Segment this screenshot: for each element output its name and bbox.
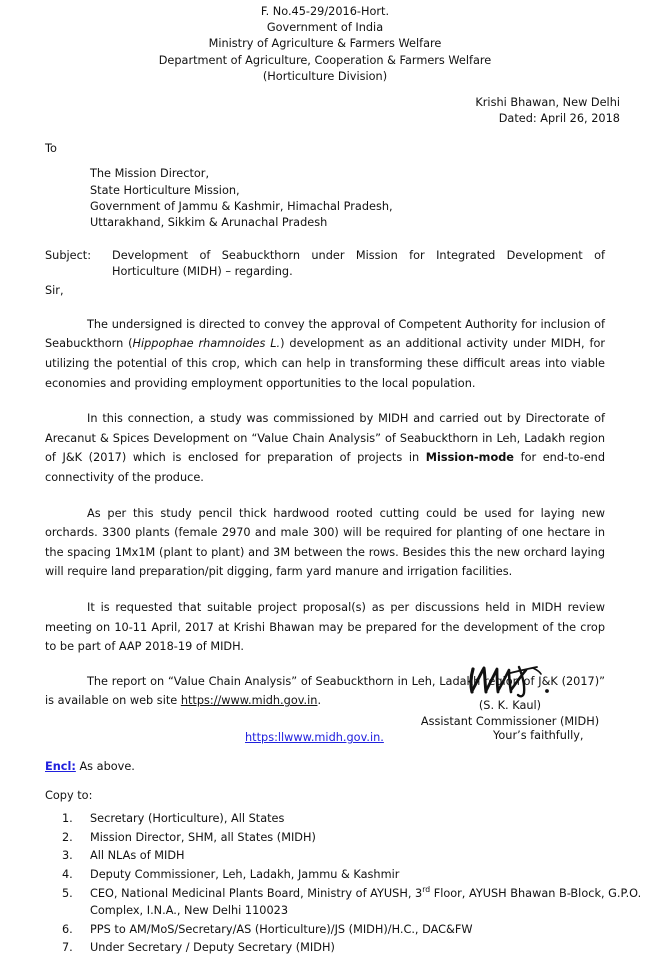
para1-part-a: The undersigned is directed to convey the approval of Competent Authority for inclusion of Seabuckthorn ( (45, 317, 605, 351)
list-item-number: 6. (62, 922, 73, 936)
list-item-text-part-a: CEO, National Medicinal Plants Board, Ministry of AYUSH, 3 (90, 886, 423, 900)
ordinal-suffix: rd (422, 884, 431, 894)
copy-to-list (0, 810, 650, 957)
subject-text: Development of Seabuckthorn under Mission for Integrated Development of Horticulture (MIDH) – regarding. (112, 249, 605, 279)
list-item-number: 1. (62, 811, 73, 825)
list-item (62, 866, 650, 883)
letterhead-line-division: (Horticulture Division) (262, 69, 388, 83)
list-item-number: 2. (62, 830, 73, 844)
link-and-closing-row (0, 730, 650, 747)
date-line: Dated: April 26, 2018 (498, 112, 620, 126)
addressee-line-1: The Mission Director, (90, 167, 210, 181)
list-item (62, 810, 650, 827)
list-item (62, 885, 650, 919)
para5-part-b: . (317, 694, 322, 708)
encl-label[interactable]: Encl: (45, 759, 76, 773)
list-item-number: 3. (62, 849, 73, 863)
list-item-number: 4. (62, 868, 73, 882)
letterhead-line-ministry: Ministry of Agriculture & Farmers Welfare (208, 37, 442, 51)
para5-part-a: The report on “Value Chain Analysis” of Seabuckthorn in Leh, Ladakh region of J&K (2017)” is available on web site (45, 674, 605, 708)
enclosure-row (45, 761, 650, 779)
list-item-number: 5. (62, 886, 73, 900)
botanical-name: Hippophae rhamnoides L. (132, 337, 281, 351)
subject-row (45, 248, 650, 280)
handwritten-signature-icon (414, 664, 630, 698)
list-item-text-part-b: Floor, AYUSH Bhawan B-Block, G.P.O. Complex, I.N.A., New Delhi 110023 (90, 886, 642, 917)
signatory-title: Assistant Commissioner (MIDH) (420, 715, 600, 728)
document-page (0, 4, 650, 955)
list-item-text: All NLAs of MIDH (90, 849, 185, 863)
list-item (62, 847, 650, 864)
file-number: F. No.45-29/2016-Hort. (260, 5, 390, 18)
body-paragraph-4: It is requested that suitable project proposal(s) as per discussions held in MIDH review meeting on 10-11 April, 2017 at Krishi Bhawan may be prepared for the development of the crop to be part of AAP 2018-19 of MIDH. (45, 600, 605, 654)
para2-part-b: for end-to-end connectivity of the produce. (45, 451, 606, 484)
to-label: To (45, 142, 57, 156)
addressee-line-2: State Horticulture Mission, (90, 183, 240, 197)
body-paragraph-2 (45, 409, 605, 487)
list-item-text: Secretary (Horticulture), All States (90, 811, 285, 825)
subject-label: Subject: (45, 249, 92, 263)
para2-part-a: In this connection, a study was commissioned by MIDH and carried out by Directorate of Arecanut & Spices Development on “Value Chain Analysis” of Seabuckthorn in Leh, Ladakh region of J&K (2017) which is enclosed for preparation of projects in (45, 412, 605, 465)
letterhead-line-department: Department of Agriculture, Cooperation & Farmers Welfare (158, 53, 492, 67)
midh-hyperlink[interactable]: https:llwww.midh.gov.in. (245, 730, 384, 744)
body-paragraph-3: As per this study pencil thick hardwood rooted cutting could be used for laying new orchards. 3300 plants (female 2970 and male 300) will be required for planting of one hectare in the spacing 1Mx1M (plant to plant) and 3M between the rows. Besides this the new orchard laying will require land preparation/pit digging, farm yard manure and irrigation facilities. (45, 506, 605, 579)
salutation: Sir, (45, 283, 64, 297)
signature-block (390, 664, 630, 731)
mission-mode-emphasis: Mission-mode (425, 451, 514, 465)
copy-to-label: Copy to: (45, 788, 93, 802)
list-item (62, 921, 650, 938)
list-item-text: Mission Director, SHM, all States (MIDH) (90, 830, 316, 844)
midh-website-url[interactable]: https://www.midh.gov.in (180, 694, 318, 708)
para1-part-b: ) development as an additional activity under MIDH, for utilizing the potential of this crop, which can help in transforming these difficult areas into viable economies and providing employment opportunities to the local population. (45, 337, 606, 390)
letterhead-line-government: Government of India (266, 21, 384, 35)
signatory-name: (S. K. Kaul) (478, 699, 542, 712)
encl-text: As above. (75, 759, 135, 773)
list-item (62, 829, 650, 846)
list-item-text: Under Secretary / Deputy Secretary (MIDH) (90, 941, 335, 955)
yours-faithfully: Your’s faithfully, (493, 728, 584, 742)
date-block (0, 95, 620, 127)
list-item-text: Deputy Commissioner, Leh, Ladakh, Jammu & Kashmir (90, 868, 400, 882)
list-item-text (90, 884, 642, 917)
body-paragraph-1 (45, 315, 605, 393)
addressee-block (90, 166, 650, 231)
letter-body (45, 315, 605, 711)
list-item-number: 7. (62, 941, 73, 955)
addressee-line-4: Uttarakhand, Sikkim & Arunachal Pradesh (90, 216, 328, 230)
letterhead (0, 4, 650, 85)
place-line: Krishi Bhawan, New Delhi (475, 96, 620, 110)
list-item (62, 939, 650, 956)
addressee-line-3: Government of Jammu & Kashmir, Himachal Pradesh, (90, 199, 393, 213)
list-item-text: PPS to AM/MoS/Secretary/AS (Horticulture)/JS (MIDH)/H.C., DAC&FW (90, 922, 473, 936)
